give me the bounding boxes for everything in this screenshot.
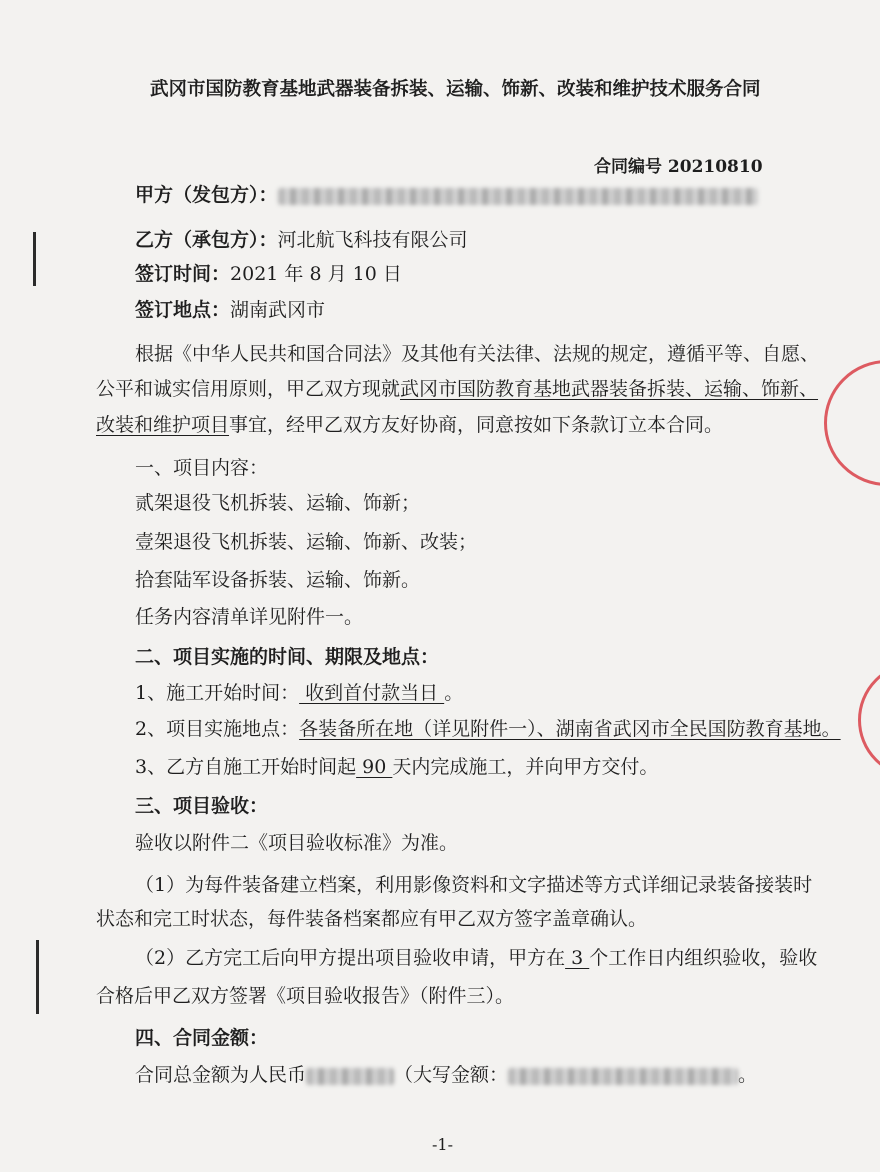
amount-capital-label: （大写金额： xyxy=(394,1064,509,1086)
sign-place-row xyxy=(135,298,325,322)
red-seal-partial-top xyxy=(824,360,880,486)
duration-label: 3、乙方自施工开始时间起 xyxy=(135,756,357,778)
sign-time-label: 签订时间： xyxy=(135,263,231,285)
party-a-row xyxy=(135,183,758,207)
section-1-item-3: 拾套陆军设备拆装、运输、饰新。 xyxy=(135,569,421,591)
section-1-note: 任务内容清单详见附件一。 xyxy=(135,606,364,628)
contract-number: 合同编号 20210810 xyxy=(594,157,763,177)
red-seal-partial-middle xyxy=(858,662,880,778)
duration-text: 天内完成施工，并向甲方交付。 xyxy=(392,756,659,778)
duration-row xyxy=(135,755,658,779)
intro-2-text: 公平和诚实信用原则，甲乙双方现就 xyxy=(96,378,401,400)
section-4-heading: 四、合同金额： xyxy=(135,1027,269,1049)
start-time-row xyxy=(135,681,463,705)
section-2-heading: 二、项目实施的时间、期限及地点： xyxy=(135,646,440,668)
acceptance-days: 3 xyxy=(565,947,590,969)
amount-end: 。 xyxy=(738,1064,758,1086)
redacted-capital-amount xyxy=(508,1068,738,1085)
party-b-value: 河北航飞科技有限公司 xyxy=(277,229,468,251)
party-b-row xyxy=(135,228,468,252)
section-1-item-2: 壹架退役飞机拆装、运输、饰新、改装； xyxy=(135,531,478,553)
intro-line-1: 根据《中华人民共和国合同法》及其他有关法律、法规的规定，遵循平等、自愿、 xyxy=(135,343,820,365)
section-3-item-1b: 状态和完工时状态，每件装备档案都应有甲乙双方签字盖章确认。 xyxy=(96,908,648,930)
section-1-heading: 一、项目内容： xyxy=(135,457,269,479)
redacted-party-a xyxy=(278,188,758,205)
duration-value: 90 xyxy=(356,756,393,778)
section-3-item-2a xyxy=(135,946,817,970)
binding-mark-top xyxy=(33,232,36,286)
document-title: 武冈市国防教育基地武器装备拆装、运输、饰新、改装和维护技术服务合同 xyxy=(150,79,761,100)
amount-label: 合同总金额为人民币 xyxy=(135,1064,307,1086)
project-name-underlined-1: 武冈市国防教育基地武器装备拆装、运输、饰新、 xyxy=(400,378,819,400)
contract-amount-row xyxy=(135,1063,757,1087)
sign-place-value: 湖南武冈市 xyxy=(230,299,326,321)
intro-3-text: 事宜，经甲乙双方友好协商，同意按如下条款订立本合同。 xyxy=(229,414,724,436)
project-name-underlined-2: 改装和维护项目 xyxy=(96,414,230,436)
section-3-heading: 三、项目验收： xyxy=(135,795,269,817)
acceptance-text-1: （2）乙方完工后向甲方提出项目验收申请，甲方在 xyxy=(135,947,566,969)
intro-line-3 xyxy=(96,413,723,437)
start-time-label: 1、施工开始时间： xyxy=(135,682,300,704)
page-number: -1- xyxy=(432,1135,453,1154)
acceptance-text-2: 个工作日内组织验收，验收 xyxy=(589,947,818,969)
binding-mark-bottom xyxy=(36,940,39,1014)
sign-time-row xyxy=(135,262,402,286)
section-1-item-1: 贰架退役飞机拆装、运输、饰新； xyxy=(135,492,421,514)
section-3-intro: 验收以附件二《项目验收标准》为准。 xyxy=(135,832,459,854)
start-time-end: 。 xyxy=(444,682,464,704)
party-a-label: 甲方（发包方）： xyxy=(135,184,278,206)
redacted-amount xyxy=(306,1068,394,1085)
location-label: 2、项目实施地点： xyxy=(135,718,300,740)
party-b-label: 乙方（承包方）： xyxy=(135,229,278,251)
location-row xyxy=(135,717,841,741)
location-value: 各装备所在地（详见附件一）、湖南省武冈市全民国防教育基地。 xyxy=(299,718,841,740)
section-3-item-2b: 合格后甲乙双方签署《项目验收报告》（附件三）。 xyxy=(96,985,515,1007)
sign-place-label: 签订地点： xyxy=(135,299,231,321)
start-time-value: 收到首付款当日 xyxy=(299,682,445,704)
section-3-item-1a: （1）为每件装备建立档案，利用影像资料和文字描述等方式详细记录装备接装时 xyxy=(135,874,813,896)
sign-time-value: 2021 年 8 月 10 日 xyxy=(230,263,402,285)
intro-line-2 xyxy=(96,377,818,401)
